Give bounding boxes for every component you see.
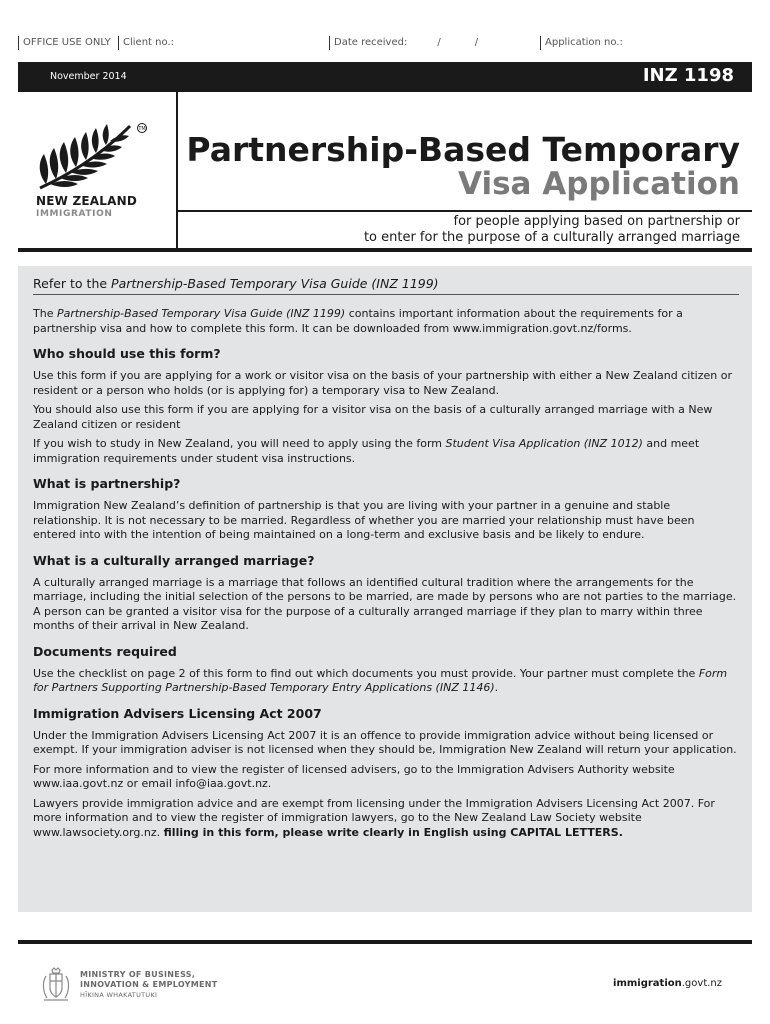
who-p3-prefix: If you wish to study in New Zealand, you will need to apply using the form	[33, 437, 446, 450]
nz-immigration-logo	[36, 118, 166, 228]
panel-heading-prefix: Refer to the	[33, 276, 112, 291]
intro-paragraph	[33, 307, 739, 336]
date-separator: /	[437, 37, 441, 48]
who-paragraph-1: Use this form if you are applying for a work or visitor visa on the basis of your partnership with either a New Zealand citizen or resident or a person who holds (or is applying for) a temporary visa to New Zealand.	[33, 369, 732, 397]
advisers-p3-text: Lawyers provide immigration advice and are exempt from licensing under the Immigration Advisers Licensing Act 2007. For more information and to view the register of immigration lawyers, go to the New Zealand Law Society website www.lawsociety.org.nz.	[33, 796, 715, 839]
subtitle-line1: for people applying based on partnership or	[453, 214, 740, 229]
docs-form-title: Form for Partners Supporting Partnership-Based Temporary Entry Applications (INZ 1146)	[33, 666, 728, 694]
who-p3-rest: and meet immigration requirements under student visa instructions.	[33, 437, 700, 465]
partnership-paragraph: Immigration New Zealand’s definition of partnership is that you are living with your partner in a genuine and stable relationship. It is not necessary to be married. Regardless of whether you are married your relationship must have been entered into with the intention of being maintained on a long-term and exclusive basis and be likely to endure.	[33, 499, 695, 541]
panel-heading	[33, 276, 739, 295]
capital-letters-instruction: filling in this form, please write clearly in English using CAPITAL LETTERS.	[163, 825, 623, 839]
client-no-field: Client no.:	[118, 36, 174, 50]
page-title-line1: Partnership-Based Temporary	[186, 130, 740, 169]
ministry-logo	[38, 966, 258, 1006]
office-use-row	[18, 36, 738, 52]
info-panel	[18, 266, 752, 912]
office-use-label: OFFICE USE ONLY	[18, 36, 111, 50]
intro-prefix: The	[33, 307, 57, 320]
documents-paragraph	[33, 667, 739, 696]
logo-text-new-zealand: NEW ZEALAND	[36, 194, 137, 208]
date-received-label: Date received:	[334, 37, 408, 48]
advisers-paragraph-3	[33, 797, 739, 841]
immigration-website	[613, 978, 722, 989]
docs-prefix: Use the checklist on page 2 of this form to find out which documents you must provide. Your partner must complete the	[33, 666, 699, 680]
who-paragraph-2: You should also use this form if you are applying for a visitor visa on the basis of a culturally arranged marriage with a New Zealand citizen or resident	[33, 403, 713, 431]
form-number: INZ 1198	[642, 65, 734, 86]
trademark-mark: TM	[138, 126, 146, 132]
section-heading-advisers: Immigration Advisers Licensing Act 2007	[33, 705, 322, 721]
who-p3-form-title: Student Visa Application (INZ 1012)	[445, 437, 643, 450]
footer-rule	[18, 940, 752, 944]
advisers-paragraph-2: For more information and to view the register of licensed advisers, go to the Immigration Advisers Authority website www.iaa.govt.nz or email info@iaa.govt.nz.	[33, 762, 675, 790]
logo-text-immigration: IMMIGRATION	[36, 209, 113, 219]
date-received-field	[329, 36, 478, 50]
title-rule	[178, 210, 752, 212]
page-title-line2: Visa Application	[458, 166, 740, 202]
section-heading-who: Who should use this form?	[33, 346, 221, 361]
coat-of-arms-icon	[38, 966, 74, 1004]
header-divider	[176, 92, 178, 248]
docs-rest: .	[494, 681, 499, 694]
form-header-bar	[18, 62, 752, 92]
form-date: November 2014	[50, 71, 127, 82]
who-paragraph-3	[33, 437, 739, 466]
panel-heading-guide-title: Partnership-Based Temporary Visa Guide (INZ 1199)	[111, 276, 439, 291]
intro-guide-title: Partnership-Based Temporary Visa Guide (INZ 1199)	[56, 307, 346, 320]
intro-text: contains important information about the requirements for a partnership visa and how to complete this form. It can be downloaded from www.immigration.govt.nz/forms.	[33, 307, 683, 335]
header-rule	[18, 248, 752, 252]
silver-fern-icon	[36, 118, 160, 192]
arranged-marriage-paragraph: A culturally arranged marriage is a marriage that follows an identified cultural tradition where the arrangements for the marriage, including the initial selection of the persons to be married, are made by persons who are not parties to the marriage. A person can be granted a visitor visa for the purpose of a culturally arranged marriage if they plan to marry within three months of their arrival in New Zealand.	[33, 575, 737, 632]
section-heading-arranged-marriage: What is a culturally arranged marriage?	[33, 552, 315, 568]
advisers-paragraph-1: Under the Immigration Advisers Licensing Act 2007 it is an offence to provide immigration advice without being licensed or exempt. If your immigration adviser is not licensed when they should be, Immigration New Zealand will return your application.	[33, 728, 737, 756]
ministry-maori-name: HĪKINA WHAKATUTUKI	[80, 991, 158, 999]
section-heading-partnership: What is partnership?	[33, 476, 181, 491]
section-heading-documents: Documents required	[33, 643, 177, 659]
application-no-field: Application no.:	[540, 36, 623, 50]
url-domain-bold: immigration	[613, 978, 682, 989]
ministry-name-line2: INNOVATION & EMPLOYMENT	[80, 980, 218, 989]
date-separator: /	[474, 37, 479, 48]
subtitle-line2: to enter for the purpose of a culturally arranged marriage	[363, 230, 740, 245]
url-domain-rest: .govt.nz	[681, 978, 722, 989]
ministry-name-line1: MINISTRY OF BUSINESS,	[80, 970, 196, 979]
